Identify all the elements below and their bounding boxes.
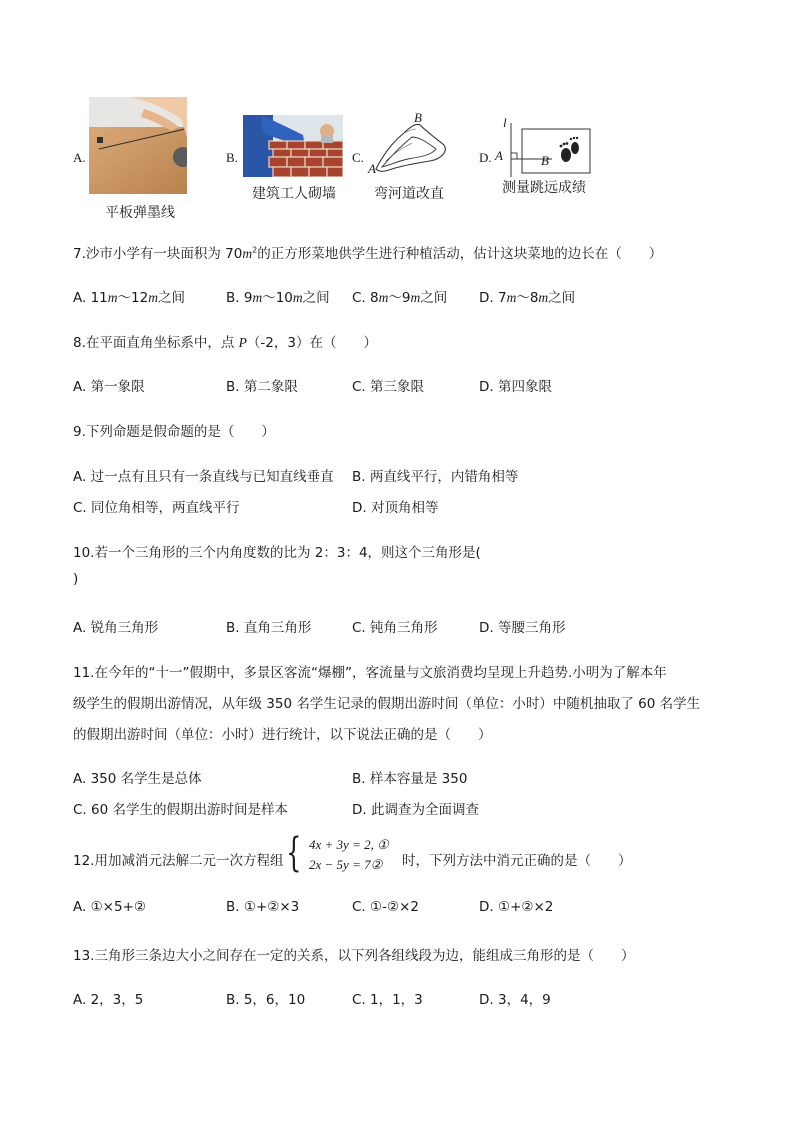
q7-option-b-label: B.	[226, 290, 240, 306]
q12-option-c[interactable]: C. ①-②×2	[352, 899, 419, 915]
q6-option-b-label: B.	[226, 150, 238, 165]
q7-stem	[73, 242, 662, 262]
q7-unit: m	[252, 290, 263, 305]
q6-option-c-label: C.	[352, 150, 364, 165]
jump-point-b: B	[541, 153, 549, 168]
q7-option-a-low: 11	[90, 290, 108, 306]
q7-option-d-low: 7	[497, 290, 507, 306]
q7-option-a-high: 12	[131, 290, 149, 306]
bricklaying-worker-photo	[243, 115, 343, 177]
q9-option-c[interactable]: C. 同位角相等，两直线平行	[73, 500, 240, 516]
q7-stem-sup: 2	[252, 245, 258, 255]
q7-tilde: ～	[516, 290, 530, 306]
q7-unit: m	[506, 290, 517, 305]
q7-option-b-suffix: 之间	[302, 290, 330, 306]
q7-unit: m	[410, 290, 421, 305]
river-point-a: A	[368, 161, 376, 176]
q7-stem-unit: m	[242, 246, 253, 261]
q10-option-a[interactable]: A. 锐角三角形	[73, 620, 159, 636]
q7-option-c-high: 9	[401, 290, 411, 306]
jump-line-l: l	[503, 115, 507, 130]
q7-option-d-suffix: 之间	[548, 290, 576, 306]
q6-option-d-caption: 测量跳远成绩	[502, 180, 586, 196]
q7-unit: m	[148, 290, 158, 305]
q11-stem-line1: 11.在今年的“十一”假期中，多景区客流“爆棚”，客流量与文旅消费均呈现上升趋势.小明为了解本年	[73, 665, 667, 681]
q12-stem-pre: 12.用加减消元法解二元一次方程组	[73, 853, 284, 869]
q8-point: P	[238, 335, 247, 350]
q10-option-b[interactable]: B. 直角三角形	[226, 620, 312, 636]
q8-option-c[interactable]: C. 第三象限	[352, 379, 425, 395]
q7-tilde: ～	[388, 290, 402, 306]
q8-option-b[interactable]: B. 第二象限	[226, 379, 298, 395]
q12-stem-post: 时，下列方法中消元正确的是（ ）	[402, 853, 632, 869]
q8-stem	[73, 331, 377, 351]
q7-option-b[interactable]	[226, 286, 330, 306]
q8-option-d[interactable]: D. 第四象限	[479, 379, 552, 395]
q8-stem-pre: 8.在平面直角坐标系中，点	[73, 335, 239, 351]
q13-option-d[interactable]: D. 3，4，9	[479, 992, 551, 1008]
q6-option-a-label: A.	[73, 150, 86, 165]
q10-option-c[interactable]: C. 钝角三角形	[352, 620, 438, 636]
jump-point-a: A	[495, 148, 503, 163]
q9-option-d[interactable]: D. 对顶角相等	[352, 500, 439, 516]
q7-option-c-low: 8	[370, 290, 379, 306]
q9-option-b[interactable]: B. 两直线平行，内错角相等	[352, 469, 519, 485]
q7-unit: m	[292, 290, 303, 305]
q7-option-a[interactable]	[73, 286, 185, 306]
q7-stem-post: 的正方形菜地供学生进行种植活动，估计这块菜地的边长在（ ）	[257, 246, 663, 262]
q6-option-a-caption: 平板弹墨线	[105, 205, 175, 221]
q6-option-d-label: D.	[479, 150, 492, 165]
q7-option-d-high: 8	[529, 290, 539, 306]
q12-left-brace: {	[286, 830, 302, 876]
q12-equation-2: 2x − 5y = 7②	[309, 857, 383, 872]
river-point-b: B	[414, 110, 422, 125]
q7-option-b-low: 9	[243, 290, 253, 306]
q10-stem-line1: 10.若一个三角形的三个内角度数的比为 2：3：4，则这个三角形是(	[73, 545, 481, 561]
q13-stem: 13.三角形三条边大小之间存在一定的关系，以下列各组线段为边，能组成三角形的是（ ）	[73, 948, 635, 964]
q12-option-d[interactable]: D. ①+②×2	[479, 899, 554, 915]
q7-unit: m	[107, 290, 118, 305]
q11-option-b[interactable]: B. 样本容量是 350	[352, 771, 468, 787]
q8-option-a[interactable]: A. 第一象限	[73, 379, 145, 395]
q7-option-c-suffix: 之间	[420, 290, 448, 306]
q13-option-c[interactable]: C. 1，1，3	[352, 992, 423, 1008]
q12-option-a[interactable]: A. ①×5+②	[73, 899, 146, 915]
long-jump-measure-figure	[494, 115, 594, 177]
river-straightening-figure	[364, 110, 454, 179]
q7-stem-pre: 7.沙市小学有一块面积为 70	[73, 246, 243, 262]
q10-stem-line2: )	[73, 571, 79, 587]
q7-option-b-high: 10	[275, 290, 293, 306]
q7-option-d[interactable]	[479, 286, 575, 306]
q7-unit: m	[538, 290, 549, 305]
q7-option-c[interactable]	[352, 286, 447, 306]
q11-option-d[interactable]: D. 此调查为全面调查	[352, 802, 479, 818]
q9-stem: 9.下列命题是假命题的是（ ）	[73, 424, 275, 440]
q6-option-c-caption: 弯河道改直	[374, 186, 444, 202]
q8-stem-post: （-2，3）在（ ）	[246, 335, 377, 351]
q7-option-c-label: C.	[352, 290, 366, 306]
q12-equation-1: 4x + 3y = 2, ①	[309, 837, 389, 852]
q7-tilde: ～	[262, 290, 276, 306]
q7-option-a-suffix: 之间	[157, 290, 185, 306]
q10-option-d[interactable]: D. 等腰三角形	[479, 620, 566, 636]
q7-tilde: ～	[117, 290, 132, 306]
q9-option-a[interactable]: A. 过一点有且只有一条直线与已知直线垂直	[73, 469, 334, 485]
q13-option-a[interactable]: A. 2，3，5	[73, 992, 144, 1008]
q13-option-b[interactable]: B. 5，6，10	[226, 992, 306, 1008]
q12-option-b[interactable]: B. ①+②×3	[226, 899, 300, 915]
plank-chalk-line-photo	[89, 97, 187, 194]
q11-option-a[interactable]: A. 350 名学生是总体	[73, 771, 202, 787]
q6-option-b-caption: 建筑工人砌墙	[252, 186, 336, 202]
q11-stem-line2: 级学生的假期出游情况，从年级 350 名学生记录的假期出游时间（单位：小时）中随机抽取了 60 名学生	[73, 696, 701, 712]
q7-option-a-label: A.	[73, 290, 87, 306]
q11-option-c[interactable]: C. 60 名学生的假期出游时间是样本	[73, 802, 288, 818]
q11-stem-line3: 的假期出游时间（单位：小时）进行统计，以下说法正确的是（ ）	[73, 727, 492, 743]
q7-option-d-label: D.	[479, 290, 494, 306]
q7-unit: m	[378, 290, 389, 305]
q12-equation-system	[287, 831, 407, 879]
